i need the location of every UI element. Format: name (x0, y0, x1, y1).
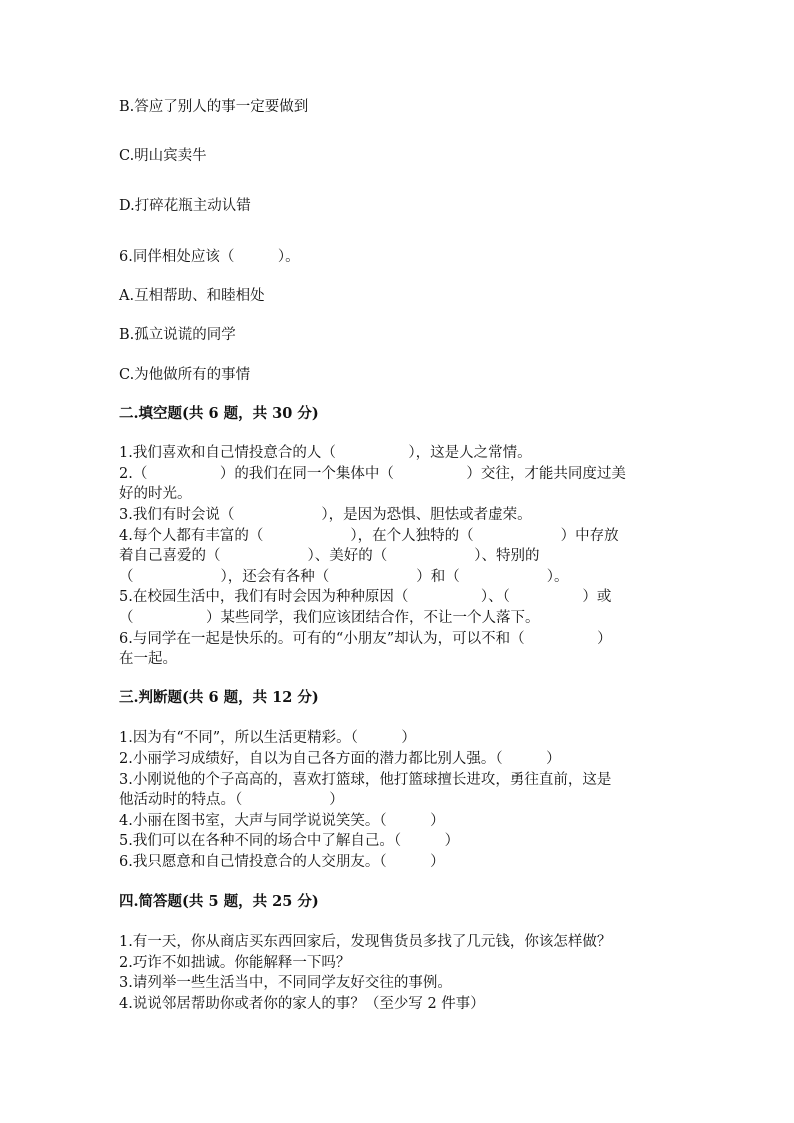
section-heading: 三.判断题(共 6 题，共 12 分) (119, 689, 319, 706)
question-line: 1.因为有“不同”，所以生活更精彩。（ ） (119, 730, 416, 746)
option-c: C.明山宾卖牛 (119, 148, 207, 164)
question-line: 3.小刚说他的个子高高的，喜欢打篮球，他打篮球擅长进攻，勇往直前，这是 (119, 772, 612, 788)
question-line: 3.我们有时会说（ ），是因为恐惧、胆怯或者虚荣。 (119, 507, 532, 523)
question-line: 4.小丽在图书室，大声与同学说说笑笑。（ ） (119, 813, 445, 829)
question-line: 在一起。 (119, 651, 177, 667)
question-line: 1.我们喜欢和自己情投意合的人（ ），这是人之常情。 (119, 445, 532, 461)
question-line: （ ），还会有各种（ ）和（ ）。 (119, 569, 569, 585)
question-line: 5.我们可以在各种不同的场合中了解自己。（ ） (119, 833, 460, 849)
question-line: 6.与同学在一起是快乐的。可有的“小朋友”却认为，可以不和（ ） (119, 631, 612, 647)
question-line: 4.说说邻居帮助你或者你的家人的事？（至少写 2 件事） (119, 996, 485, 1012)
question-line: 2.小丽学习成绩好，自以为自己各方面的潜力都比别人强。（ ） (119, 751, 561, 767)
question-line: 3.请列举一些生活当中，不同同学友好交往的事例。 (119, 975, 452, 991)
question-line: 1.有一天，你从商店买东西回家后，发现售货员多找了几元钱，你该怎样做？ (119, 934, 612, 950)
question-line: 好的时光。 (119, 486, 192, 502)
question-line: （ ）某些同学，我们应该团结合作，不让一个人落下。 (119, 610, 540, 626)
option-a: A.互相帮助、和睦相处 (119, 288, 265, 304)
question-line: 5.在校园生活中，我们有时会因为种种原因（ ）、（ ）或 (119, 589, 612, 605)
option-c: C.为他做所有的事情 (119, 367, 251, 383)
question-line: 2.巧诈不如拙诚。你能解释一下吗？ (119, 955, 351, 971)
option-b: B.答应了别人的事一定要做到 (119, 99, 309, 115)
question-line: 2.（ ）的我们在同一个集体中（ ）交往，才能共同度过美 (119, 466, 626, 482)
section-heading: 二.填空题(共 6 题，共 30 分) (119, 405, 319, 422)
question-line: 4.每个人都有丰富的（ ），在个人独特的（ ）中存放 (119, 528, 619, 544)
question-6-stem: 6.同伴相处应该（ ）。 (119, 249, 300, 265)
question-line: 着自己喜爱的（ ）、美好的（ ）、特别的 (119, 548, 540, 564)
option-b: B.孤立说谎的同学 (119, 327, 236, 343)
question-line: 他活动时的特点。（ ） (119, 792, 344, 808)
option-d: D.打碎花瓶主动认错 (119, 198, 251, 214)
question-line: 6.我只愿意和自己情投意合的人交朋友。（ ） (119, 854, 445, 870)
section-heading: 四.简答题(共 5 题，共 25 分) (119, 893, 319, 910)
